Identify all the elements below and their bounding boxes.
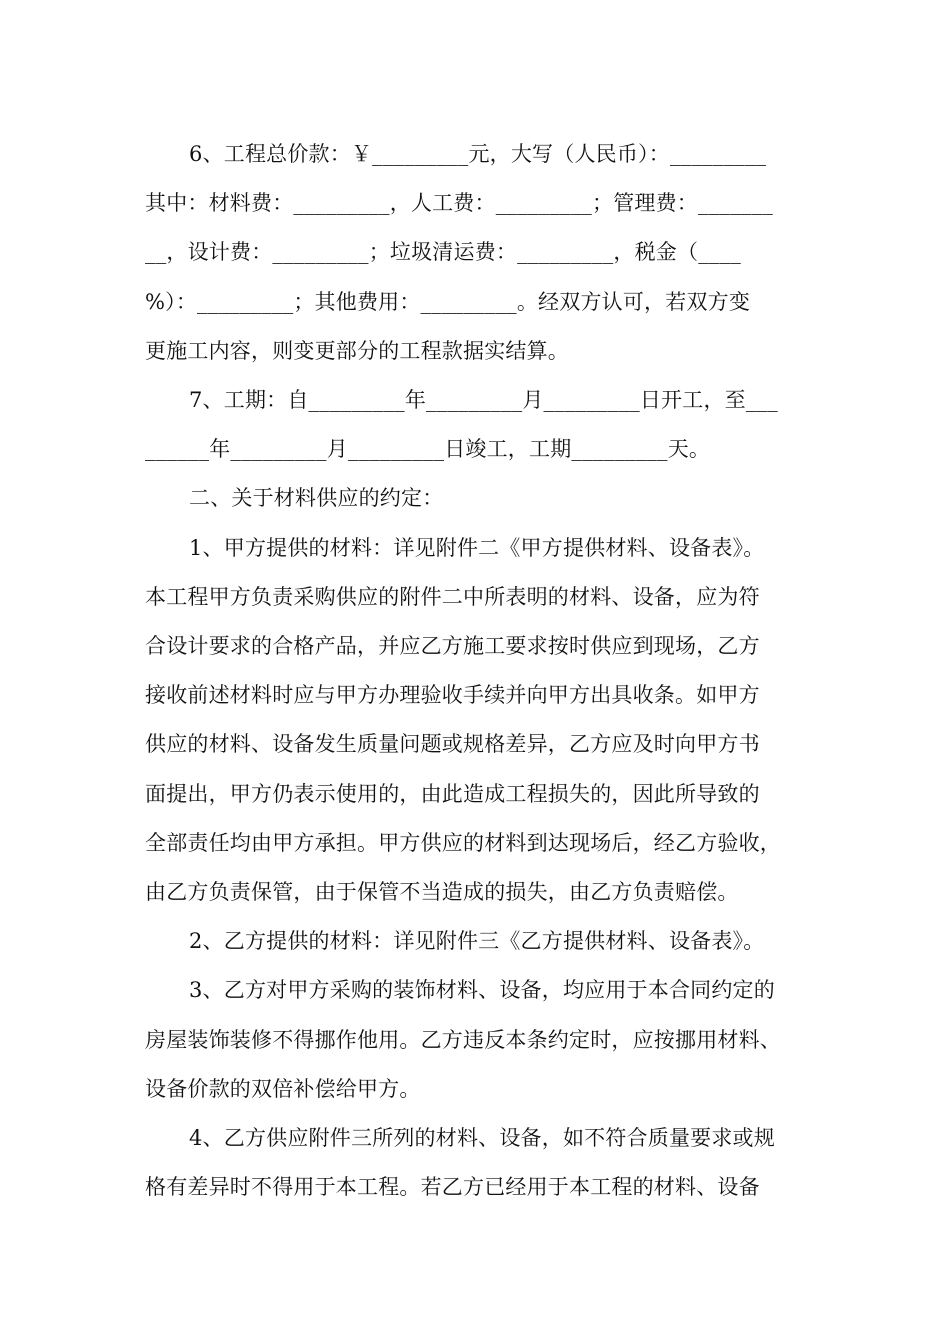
text-line: 3、乙方对甲方采购的装饰材料、设备，均应用于本合同约定的: [189, 978, 775, 1003]
text-line: 由乙方负责保管，由于保管不当造成的损失，由乙方负责赔偿。: [145, 880, 739, 905]
text-line: 本工程甲方负责采购供应的附件二中所表明的材料、设备，应为符: [145, 584, 760, 609]
text-line: __，设计费：_________；垃圾清运费：_________，税金（____: [145, 240, 741, 265]
text-line: 供应的材料、设备发生质量问题或规格差异，乙方应及时向甲方书: [145, 732, 760, 757]
text-line: 接收前述材料时应与甲方办理验收手续并向甲方出具收条。如甲方: [145, 683, 760, 708]
section-heading: 二、关于材料供应的约定：: [189, 486, 444, 511]
text-line: 4、乙方供应附件三所列的材料、设备，如不符合质量要求或规: [189, 1126, 775, 1151]
text-line: 其中：材料费：_________，人工费：_________；管理费：_______: [145, 191, 773, 216]
text-line: 更施工内容，则变更部分的工程款据实结算。: [145, 338, 569, 363]
text-line: 7、工期：自_________年_________月_________日开工，至___: [189, 388, 778, 413]
text-line: 格有差异时不得用于本工程。若乙方已经用于本工程的材料、设备: [145, 1175, 760, 1200]
text-line: 6、工程总价款：￥_________元，大写（人民币）：_________: [189, 142, 767, 166]
text-line: 2、乙方提供的材料：详见附件三《乙方提供材料、设备表》。: [189, 929, 765, 954]
text-line: 房屋装饰装修不得挪作他用。乙方违反本条约定时，应按挪用材料、: [145, 1027, 781, 1052]
clause-7-duration: [145, 376, 807, 474]
text-line: 全部责任均由甲方承担。甲方供应的材料到达现场后，经乙方验收，: [145, 830, 781, 855]
clause-2-4-quality-requirements: [145, 1114, 807, 1212]
text-line: 面提出，甲方仍表示使用的，由此造成工程损失的，因此所导致的: [145, 781, 760, 806]
section-2-heading: [145, 474, 807, 523]
document-page: [145, 130, 807, 1212]
text-line: 设备价款的双倍补偿给甲方。: [145, 1076, 421, 1101]
clause-2-2-party-b-materials: [145, 917, 807, 966]
text-line: 合设计要求的合格产品，并应乙方施工要求按时供应到现场，乙方: [145, 634, 760, 659]
clause-6-total-price: [145, 130, 807, 376]
clause-2-1-party-a-materials: [145, 524, 807, 918]
text-line: ______年_________月_________日竣工，工期_________天。: [145, 437, 711, 462]
text-line: 1、甲方提供的材料：详见附件二《甲方提供材料、设备表》。: [189, 535, 765, 560]
text-line: %）：_________；其他费用：_________。经双方认可，若双方变: [145, 289, 751, 314]
clause-2-3-material-usage: [145, 966, 807, 1114]
